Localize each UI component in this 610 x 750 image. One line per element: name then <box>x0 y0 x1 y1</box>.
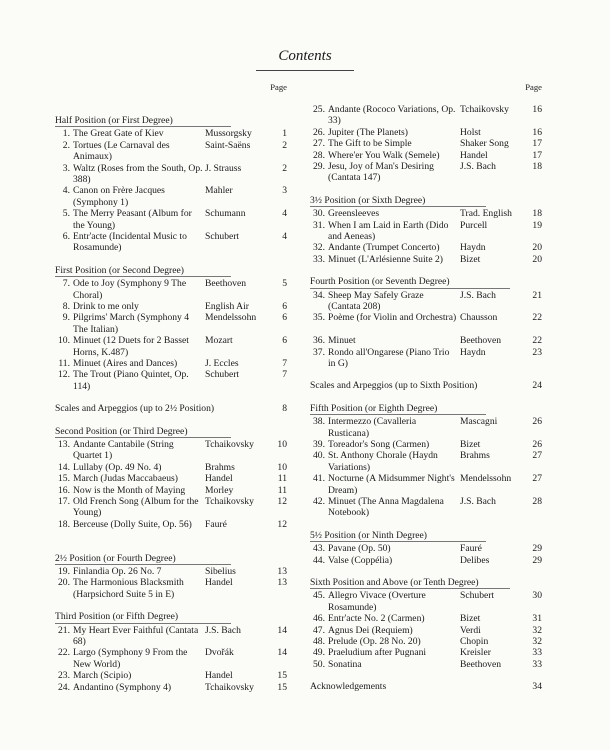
entry-number: 4. <box>62 185 70 197</box>
contents-section <box>55 265 287 392</box>
page-number: 15 <box>277 681 287 693</box>
page-number: 29 <box>532 554 542 566</box>
entry-number: 25. <box>313 104 325 115</box>
entry-number: 43. <box>313 543 325 555</box>
contents-entry[interactable] <box>310 555 542 566</box>
entry-number: 11. <box>58 357 70 369</box>
contents-entry[interactable] <box>55 670 287 681</box>
contents-section <box>55 426 287 542</box>
contents-section <box>310 577 542 670</box>
section-heading: Half Position (or First Degree) <box>55 115 231 127</box>
entry-title: Entr'acte No. 2 (Carmen) <box>328 613 425 625</box>
entry-number: 44. <box>313 554 325 566</box>
page-number: 7 <box>282 369 287 381</box>
contents-entry[interactable] <box>310 254 542 265</box>
section-heading: 5½ Position (or Ninth Degree) <box>310 530 486 542</box>
entry-number: 40. <box>313 450 325 462</box>
contents-entry[interactable] <box>55 140 287 163</box>
entry-composer: Bizet <box>460 438 481 450</box>
contents-entry[interactable] <box>310 613 542 624</box>
entry-number: 19. <box>58 565 70 577</box>
contents-section <box>310 195 542 265</box>
entry-composer: Shaker Song <box>460 138 509 150</box>
entry-title: Jupiter (The Planets) <box>328 126 408 138</box>
contents-entry[interactable] <box>310 450 542 473</box>
entry-title: Canon on Frère Jacques (Symphony 1) <box>73 185 165 208</box>
page-number: 10 <box>277 461 287 473</box>
entry-title: Minuet <box>328 335 356 347</box>
entry-composer: English Air <box>205 300 249 312</box>
contents-entry[interactable] <box>55 577 287 600</box>
entry-composer: Delibes <box>460 554 490 566</box>
page-title: Contents <box>278 48 332 64</box>
page-number: 32 <box>532 635 542 647</box>
entry-number: 7. <box>62 278 70 290</box>
entry-number: 16. <box>58 484 70 496</box>
entry-composer: Beethoven <box>460 335 502 347</box>
contents-entry[interactable] <box>310 496 542 519</box>
entry-title: Intermezzo (Cavalleria Rusticana) <box>328 416 417 439</box>
entry-composer: Fauré <box>460 543 482 555</box>
entry-composer: Fauré <box>205 518 227 530</box>
entry-composer: Handel <box>205 577 233 589</box>
contents-section <box>310 681 542 692</box>
section-heading: Fifth Position (or Eighth Degree) <box>310 403 486 415</box>
contents-entry[interactable] <box>310 347 542 370</box>
page-number: 12 <box>277 495 287 507</box>
contents-section <box>55 553 287 601</box>
entry-number: 38. <box>313 416 325 428</box>
entry-title: My Heart Ever Faithful (Cantata 68) <box>73 624 199 647</box>
page-number: 2 <box>282 162 287 174</box>
page-number: 31 <box>532 613 542 625</box>
entry-title: Largo (Symphony 9 From the New World) <box>73 647 188 670</box>
page-number: 32 <box>532 624 542 636</box>
entry-number: 21. <box>58 624 70 636</box>
entry-composer: J.S. Bach <box>460 495 496 507</box>
section-heading: Fourth Position (or Seventh Degree) <box>310 276 510 288</box>
entry-composer: Holst <box>460 126 481 138</box>
page-number: 15 <box>277 670 287 682</box>
entry-composer: Brahms <box>205 461 235 473</box>
entry-title: Old French Song (Album for the Young) <box>73 495 199 519</box>
entry-title: Tortues (Le Carnaval des Animaux) <box>73 139 170 163</box>
page-number: 10 <box>277 438 287 450</box>
entry-composer: Tchaikovsky <box>205 495 254 507</box>
contents-solo-entry[interactable] <box>310 380 542 391</box>
page-number: 6 <box>282 312 287 324</box>
page-column-label: Page <box>270 82 287 92</box>
contents-entry[interactable] <box>55 496 287 519</box>
contents-entry[interactable] <box>55 519 287 542</box>
entry-title: Toreador's Song (Carmen) <box>328 438 430 450</box>
contents-entry[interactable] <box>55 473 287 484</box>
entry-title: Drink to me only <box>73 300 139 312</box>
entry-composer: Beethoven <box>460 658 502 670</box>
title-underline <box>256 70 354 71</box>
contents-section <box>310 403 542 519</box>
page-number: 6 <box>282 300 287 312</box>
entry-title: Lullaby (Op. 49 No. 4) <box>73 461 162 473</box>
contents-entry[interactable] <box>310 138 542 149</box>
page-number: 13 <box>277 577 287 589</box>
entry-title: When I am Laid in Earth (Dido and Aeneas) <box>328 219 449 242</box>
section-heading: Second Position (or Third Degree) <box>55 426 231 438</box>
page-number: 11 <box>277 473 287 485</box>
entry-number: 29. <box>313 160 325 172</box>
entry-composer: Handel <box>205 473 233 485</box>
entry-number: 34. <box>313 289 325 301</box>
page-number: 3 <box>282 185 287 197</box>
contents-entry[interactable] <box>310 290 542 313</box>
entry-title: Andantino (Symphony 4) <box>73 681 172 693</box>
contents-entry[interactable] <box>55 185 287 208</box>
entry-composer: Schubert <box>460 590 495 602</box>
page-number: 2 <box>282 139 287 151</box>
contents-entry[interactable] <box>55 208 287 231</box>
section-heading: First Position (or Second Degree) <box>55 265 231 277</box>
entry-title: Entr'acte (Incidental Music to Rosamunde) <box>73 230 187 254</box>
entry-composer: J. Strauss <box>205 162 242 174</box>
contents-entry[interactable] <box>55 369 287 392</box>
page-number: 33 <box>532 647 542 659</box>
entry-title: Andante (Trumpet Concerto) <box>328 242 440 254</box>
contents-entry[interactable] <box>55 485 287 496</box>
contents-entry[interactable] <box>55 335 287 358</box>
page-number: 16 <box>532 104 542 115</box>
entry-composer: J.S. Bach <box>460 160 496 172</box>
entry-composer: J.S. Bach <box>460 289 496 301</box>
entry-composer: Saint-Saëns <box>205 139 251 151</box>
page-number: 26 <box>532 416 542 428</box>
entry-composer: Haydn <box>460 346 486 358</box>
entry-number: 12. <box>58 369 70 381</box>
entry-title: Valse (Coppélia) <box>328 554 393 566</box>
contents-entry[interactable] <box>310 439 542 450</box>
entry-title: Pilgrims' March (Symphony 4 The Italian) <box>73 312 190 335</box>
page-number: 16 <box>532 126 542 138</box>
page-number: 12 <box>277 518 287 530</box>
entry-title: St. Anthony Chorale (Haydn Variations) <box>328 450 438 473</box>
page-number: 20 <box>532 253 542 265</box>
section-heading: 2½ Position (or Fourth Degree) <box>55 553 231 565</box>
contents-entry[interactable] <box>55 647 287 670</box>
entry-title: March (Judas Maccabaeus) <box>73 473 178 485</box>
page-number: 19 <box>532 219 542 231</box>
entry-number: 1. <box>62 128 70 140</box>
entry-title: Minuet (12 Duets for 2 Basset Horns, K.487) <box>73 335 189 358</box>
entry-composer: Schumann <box>205 208 246 220</box>
entry-number: 6. <box>62 230 70 242</box>
contents-entry[interactable] <box>310 590 542 613</box>
entry-composer: Trad. English <box>460 208 512 220</box>
entry-number: 14. <box>58 461 70 473</box>
page-number: 22 <box>532 312 542 324</box>
entry-title: Finlandia Op. 26 No. 7 <box>73 565 162 577</box>
section-heading: Scales and Arpeggios (up to 2½ Position) <box>55 403 215 415</box>
entry-composer: Chausson <box>460 312 498 324</box>
entry-number: 46. <box>313 613 325 625</box>
entry-title: Rondo all'Ongarese (Piano Trio in G) <box>328 346 450 369</box>
entry-composer: Brahms <box>460 450 490 462</box>
entry-title: Greensleeves <box>328 208 380 220</box>
section-heading: Third Position (or Fifth Degree) <box>55 611 231 623</box>
contents-entry[interactable] <box>310 208 542 219</box>
contents-entry[interactable] <box>55 462 287 473</box>
contents-column-right <box>310 82 542 692</box>
entry-composer: Purcell <box>460 219 488 231</box>
entry-number: 9. <box>62 312 70 324</box>
entry-number: 22. <box>58 647 70 659</box>
contents-entry[interactable] <box>310 659 542 670</box>
page-number: 27 <box>532 450 542 462</box>
page-number: 8 <box>282 403 287 415</box>
contents-solo-entry[interactable] <box>310 681 542 692</box>
page-column-label: Page <box>525 82 542 92</box>
contents-entry[interactable] <box>55 682 287 693</box>
entry-composer: Schubert <box>205 369 240 381</box>
contents-entry[interactable] <box>310 127 542 138</box>
entry-title: Waltz (Roses from the South, Op. 388) <box>73 162 203 185</box>
entry-number: 49. <box>313 647 325 659</box>
page-number: 22 <box>532 335 542 347</box>
entry-number: 13. <box>58 438 70 450</box>
entry-composer: Mussorgsky <box>205 128 252 140</box>
entry-number: 17. <box>58 495 70 507</box>
page-number: 26 <box>532 438 542 450</box>
entry-composer: Schubert <box>205 230 240 242</box>
entry-composer: Tchaikovsky <box>205 438 254 450</box>
entry-title: Prelude (Op. 28 No. 20) <box>328 635 421 647</box>
entry-number: 18. <box>58 518 70 530</box>
entry-composer: Mendelssohn <box>205 312 257 324</box>
contents-section <box>310 104 542 184</box>
contents-entry[interactable] <box>310 312 542 335</box>
entry-title: The Harmonious Blacksmith (Harpsichord Suite 5 in E) <box>73 577 184 600</box>
entry-number: 23. <box>58 670 70 682</box>
entry-title: Minuet (Aires and Dances) <box>73 357 178 369</box>
page-number: 18 <box>532 160 542 172</box>
page-number: 29 <box>532 543 542 555</box>
entry-number: 32. <box>313 242 325 254</box>
entry-number: 26. <box>313 126 325 138</box>
section-heading: Scales and Arpeggios (up to Sixth Position) <box>310 380 478 392</box>
entry-title: Where'er You Walk (Semele) <box>328 149 440 161</box>
contents-entry[interactable] <box>55 278 287 301</box>
contents-section <box>310 380 542 391</box>
entry-title: Andante (Rococo Variations, Op. 33) <box>328 104 456 127</box>
contents-entry[interactable] <box>55 301 287 312</box>
contents-entry[interactable] <box>55 128 287 139</box>
contents-entry[interactable] <box>310 416 542 439</box>
page-number: 6 <box>282 335 287 347</box>
entry-composer: Mozart <box>205 335 233 347</box>
entry-composer: Kreisler <box>460 647 491 659</box>
page-number: 14 <box>277 647 287 659</box>
page-number: 27 <box>532 473 542 485</box>
entry-number: 27. <box>313 138 325 150</box>
contents-section <box>310 530 542 566</box>
entry-title: March (Scipio) <box>73 670 132 682</box>
entry-number: 10. <box>58 335 70 347</box>
page-number: 28 <box>532 495 542 507</box>
entry-number: 36. <box>313 335 325 347</box>
page-number: 23 <box>532 346 542 358</box>
entry-title: Andante Cantabile (String Quartet 1) <box>73 438 174 462</box>
entry-composer: Dvořák <box>205 647 234 659</box>
entry-number: 45. <box>313 590 325 602</box>
entry-composer: J.S. Bach <box>205 624 241 636</box>
contents-entry[interactable] <box>310 335 542 346</box>
entry-number: 8. <box>62 300 70 312</box>
contents-column-left <box>55 82 287 693</box>
entry-number: 2. <box>62 139 70 151</box>
contents-section <box>55 115 287 254</box>
contents-entry[interactable] <box>310 220 542 243</box>
page-number: 13 <box>277 565 287 577</box>
entry-title: Now is the Month of Maying <box>73 484 186 496</box>
entry-title: Agnus Dei (Requiem) <box>328 624 413 636</box>
entry-title: Praeludium after Pugnani <box>328 647 427 659</box>
entry-title: The Great Gate of Kiev <box>73 128 164 140</box>
entry-title: The Merry Peasant (Album for the Young) <box>73 208 192 231</box>
entry-number: 47. <box>313 624 325 636</box>
entry-number: 5. <box>62 208 70 220</box>
entry-title: Pavane (Op. 50) <box>328 543 391 555</box>
entry-title: Berceuse (Dolly Suite, Op. 56) <box>73 518 192 530</box>
contents-entry[interactable] <box>310 242 542 253</box>
entry-title: Jesu, Joy of Man's Desiring (Cantata 147) <box>328 160 434 184</box>
contents-entry[interactable] <box>55 566 287 577</box>
contents-section <box>55 611 287 693</box>
page-number: 5 <box>282 278 287 290</box>
page-number: 20 <box>532 242 542 254</box>
entry-title: Nocturne (A Midsummer Night's Dream) <box>328 473 455 496</box>
entry-composer: Mascagni <box>460 416 498 428</box>
entry-title: Ode to Joy (Symphony 9 The Choral) <box>73 278 187 301</box>
entry-number: 24. <box>58 681 70 693</box>
entry-number: 28. <box>313 149 325 161</box>
entry-composer: Morley <box>205 484 234 496</box>
section-heading: 3½ Position (or Sixth Degree) <box>310 195 486 207</box>
section-heading: Sixth Position and Above (or Tenth Degree) <box>310 577 510 589</box>
entry-composer: Bizet <box>460 253 481 265</box>
entry-composer: Sibelius <box>205 565 236 577</box>
page-number: 17 <box>532 149 542 161</box>
contents-entry[interactable] <box>310 625 542 636</box>
entry-number: 31. <box>313 219 325 231</box>
entry-composer: Mahler <box>205 185 233 197</box>
contents-section <box>310 276 542 369</box>
page-number: 21 <box>532 289 542 301</box>
page-number: 14 <box>277 624 287 636</box>
entry-title: Sheep May Safely Graze (Cantata 208) <box>328 289 424 312</box>
entry-number: 41. <box>313 473 325 485</box>
entry-title: Minuet (L'Arlésienne Suite 2) <box>328 253 443 265</box>
page-number: 34 <box>532 681 542 693</box>
entry-number: 42. <box>313 495 325 507</box>
entry-number: 35. <box>313 312 325 324</box>
contents-entry[interactable] <box>55 163 287 186</box>
contents-entry[interactable] <box>310 473 542 496</box>
contents-entry[interactable] <box>55 625 287 648</box>
entry-number: 30. <box>313 208 325 220</box>
page-number: 17 <box>532 138 542 150</box>
entry-number: 15. <box>58 473 70 485</box>
entry-composer: Tchaikovsky <box>205 681 254 693</box>
entry-composer: Handel <box>460 149 488 161</box>
contents-solo-entry[interactable] <box>55 403 287 414</box>
entry-composer: Tchaikovsky <box>460 104 509 115</box>
page-number: 4 <box>282 208 287 220</box>
entry-number: 20. <box>58 577 70 589</box>
contents-entry[interactable] <box>310 636 542 647</box>
entry-number: 39. <box>313 438 325 450</box>
page-number: 24 <box>532 380 542 392</box>
entry-composer: Bizet <box>460 613 481 625</box>
entry-number: 3. <box>62 162 70 174</box>
entry-composer: Chopin <box>460 635 489 647</box>
entry-composer: Mendelssohn <box>460 473 512 485</box>
entry-title: Allegro Vivace (Overture Rosamunde) <box>328 590 426 613</box>
contents-entry[interactable] <box>55 312 287 335</box>
entry-composer: Handel <box>205 670 233 682</box>
entry-composer: Verdi <box>460 624 481 636</box>
section-heading: Acknowledgements <box>310 681 387 693</box>
page-number: 7 <box>282 357 287 369</box>
contents-entry[interactable] <box>55 439 287 462</box>
contents-entry[interactable] <box>310 647 542 658</box>
page-number: 4 <box>282 230 287 242</box>
contents-entry[interactable] <box>310 543 542 554</box>
entry-number: 48. <box>313 635 325 647</box>
page-number: 30 <box>532 590 542 602</box>
entry-number: 37. <box>313 346 325 358</box>
page-number: 18 <box>532 208 542 220</box>
entry-title: Minuet (The Anna Magdalena Notebook) <box>328 495 444 519</box>
entry-composer: Haydn <box>460 242 486 254</box>
page-number: 33 <box>532 658 542 670</box>
entry-title: Poème (for Violin and Orchestra) <box>328 312 457 324</box>
entry-composer: J. Eccles <box>205 357 239 369</box>
entry-number: 33. <box>313 253 325 265</box>
entry-number: 50. <box>313 658 325 670</box>
contents-section <box>55 403 287 414</box>
contents-entry[interactable] <box>55 358 287 369</box>
entry-title: Sonatina <box>328 658 362 670</box>
entry-composer: Beethoven <box>205 278 247 290</box>
entry-title: The Gift to be Simple <box>328 138 412 150</box>
page-number: 1 <box>282 128 287 140</box>
page-number: 11 <box>277 484 287 496</box>
contents-entry[interactable] <box>310 161 542 184</box>
contents-entry[interactable] <box>310 104 542 127</box>
contents-entry[interactable] <box>55 231 287 254</box>
contents-entry[interactable] <box>310 150 542 161</box>
entry-title: The Trout (Piano Quintet, Op. 114) <box>73 369 189 392</box>
